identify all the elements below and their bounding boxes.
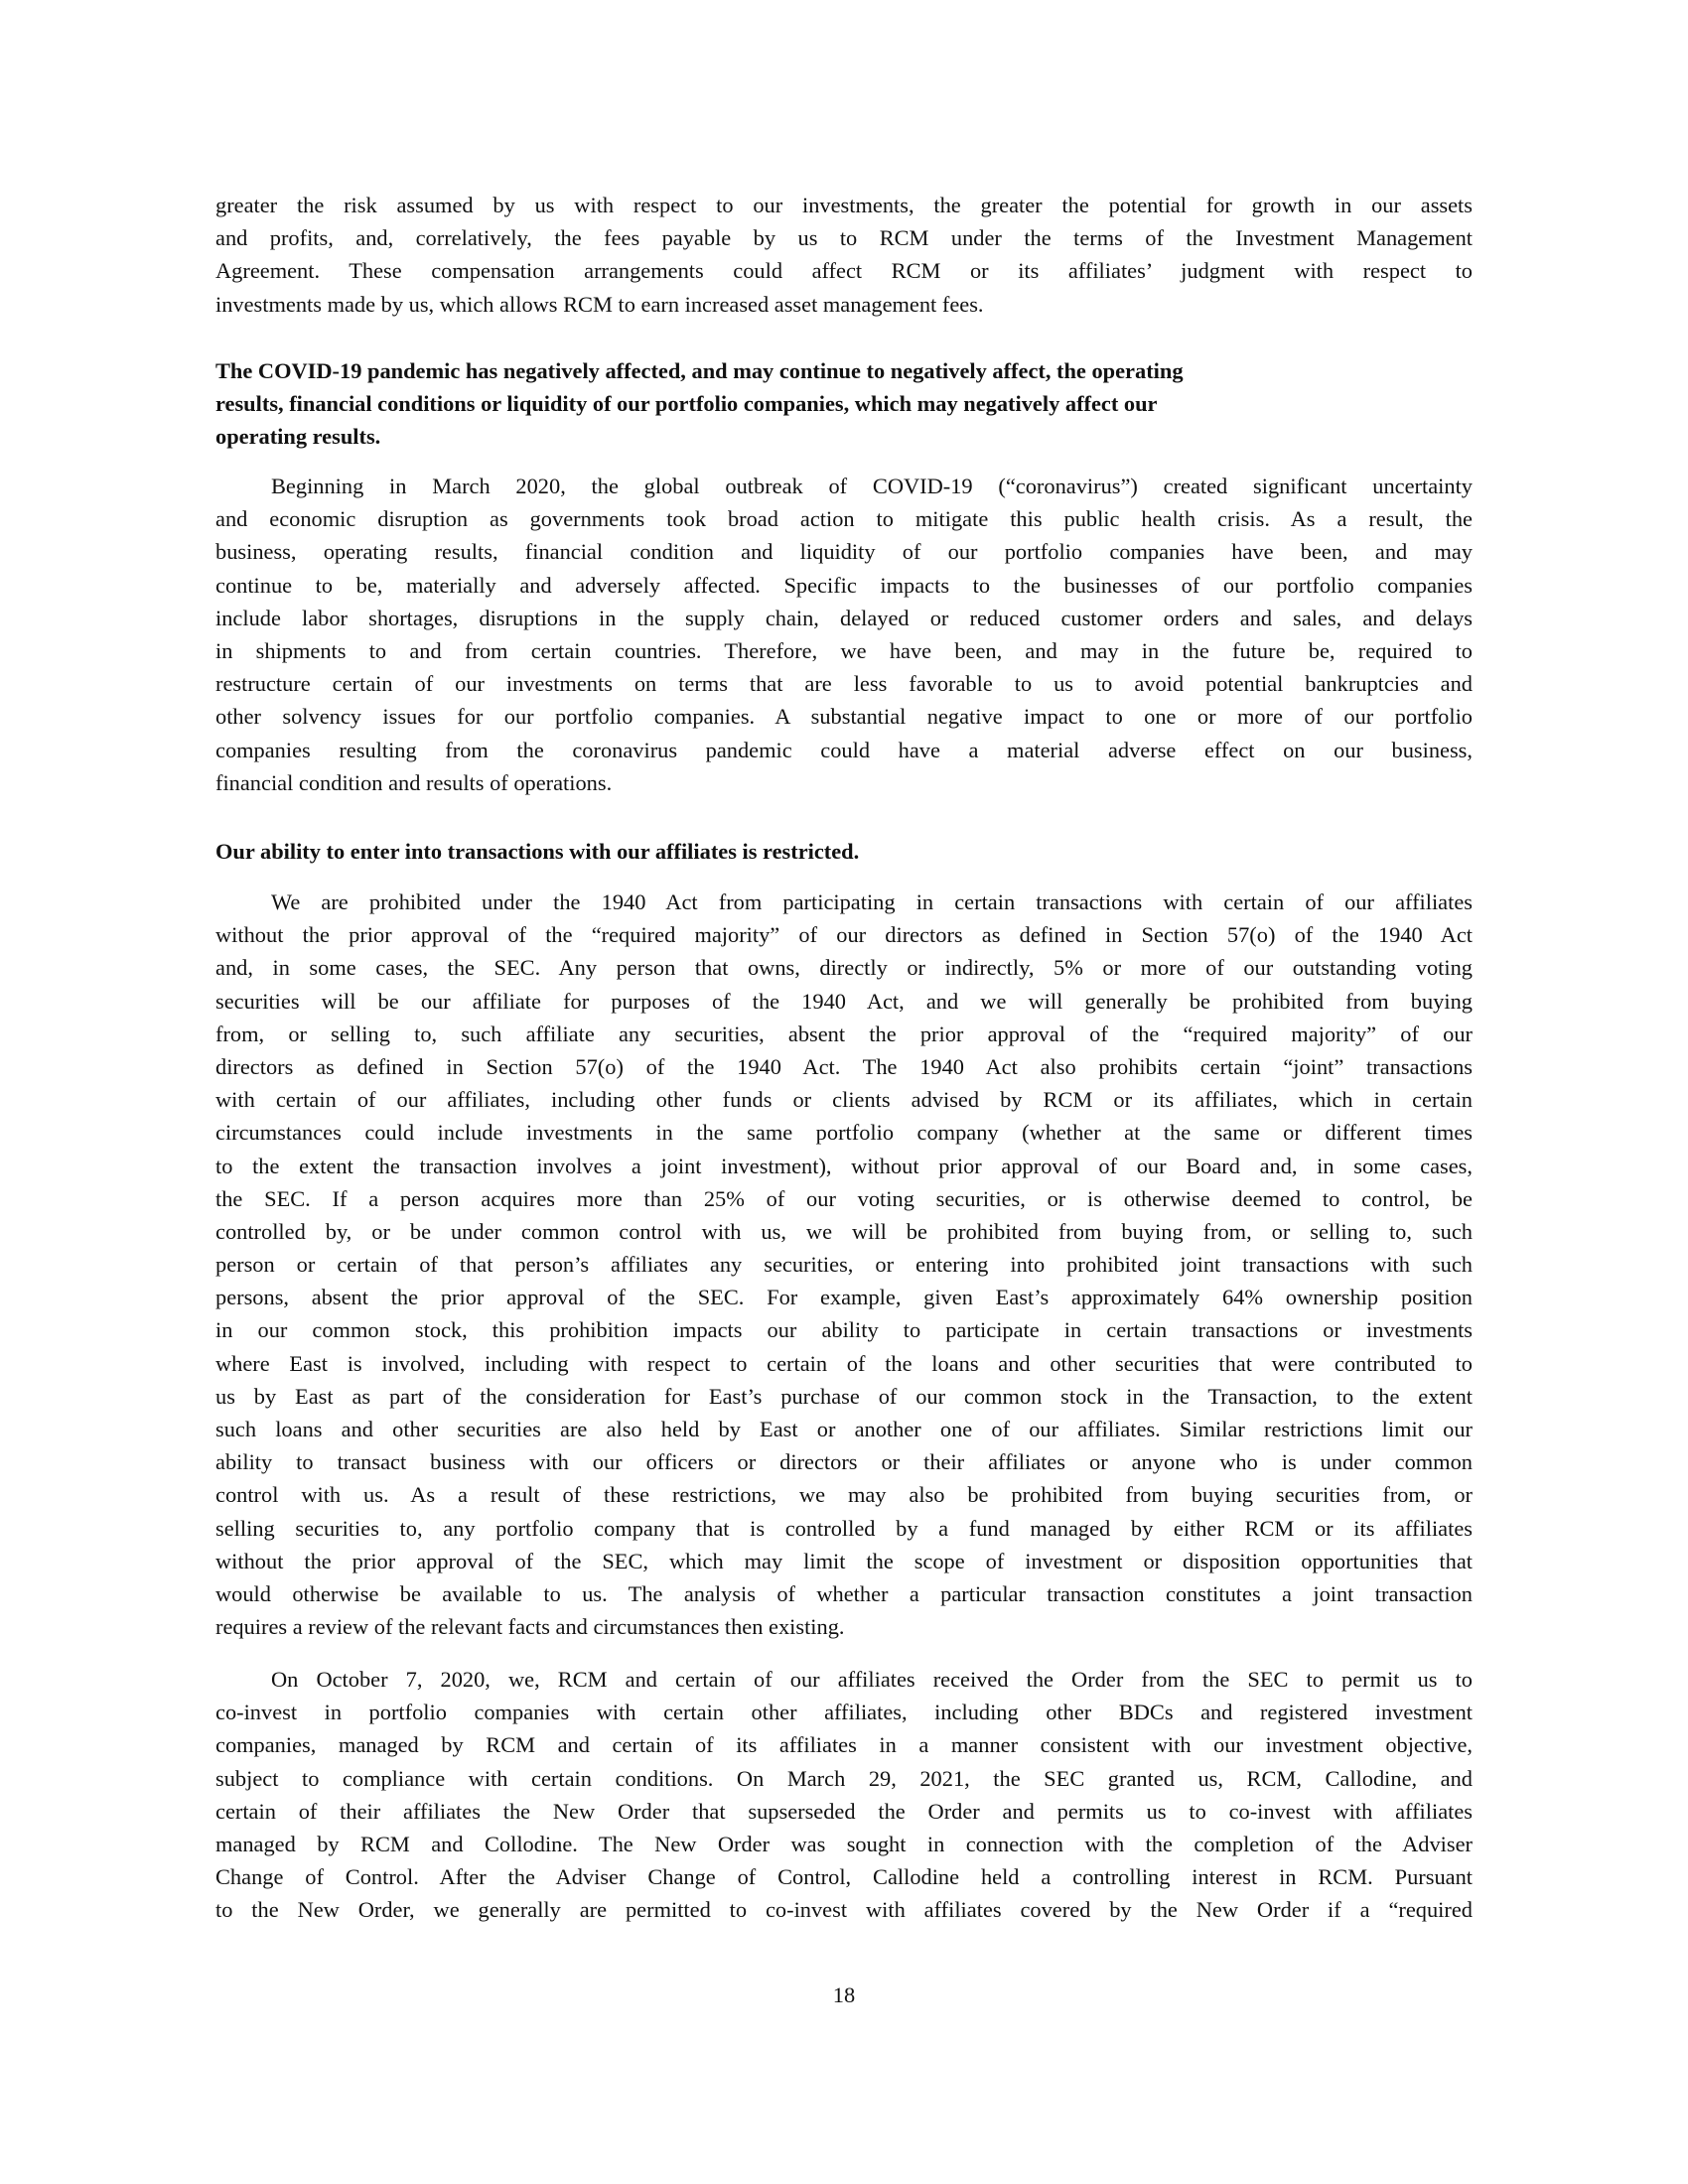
text-line: circumstances could include investments in the same portfolio company (whether at the same or different times	[215, 1120, 1473, 1146]
text-line: would otherwise be available to us. The analysis of whether a particular transaction constitutes a joint transaction	[215, 1580, 1473, 1606]
paragraph-compensation-continuation	[215, 189, 1473, 321]
heading-line: Our ability to enter into transactions with our affiliates is restricted.	[215, 839, 860, 864]
text-line: managed by RCM and Collodine. The New Order was sought in connection with the completion of the Adviser	[215, 1831, 1473, 1856]
text-line: without the prior approval of the “required majority” of our directors as defined in Section 57(o) of the 1940 Act	[215, 922, 1473, 948]
heading-line: operating results.	[215, 424, 381, 450]
text-line: co-invest in portfolio companies with certain other affiliates, including other BDCs and registered investment	[215, 1700, 1473, 1725]
text-line: Beginning in March 2020, the global outbreak of COVID-19 (“coronavirus”) created significant uncertainty	[271, 474, 1473, 498]
paragraph-covid-impact	[215, 470, 1473, 799]
paragraph-co-investment-order	[215, 1663, 1473, 1927]
text-line: and economic disruption as governments took broad action to mitigate this public health crisis. As a result, the	[215, 506, 1473, 532]
text-line: in our common stock, this prohibition impacts our ability to participate in certain transactions or investments	[215, 1317, 1473, 1343]
text-line: investments made by us, which allows RCM to earn increased asset management fees.	[215, 291, 984, 317]
text-line: securities will be our affiliate for purposes of the 1940 Act, and we will generally be prohibited from buying	[215, 988, 1473, 1014]
text-line: On October 7, 2020, we, RCM and certain of our affiliates received the Order from the SEC to permit us to	[271, 1667, 1473, 1692]
text-line: selling securities to, any portfolio company that is controlled by a fund managed by either RCM or its affiliates	[215, 1515, 1473, 1541]
text-line: certain of their affiliates the New Order that supserseded the Order and permits us to co-invest with affiliates	[215, 1798, 1473, 1824]
text-line: with certain of our affiliates, including other funds or clients advised by RCM or its affiliates, which in certain	[215, 1087, 1473, 1113]
text-line: us by East as part of the consideration for East’s purchase of our common stock in the Transaction, to the extent	[215, 1383, 1473, 1409]
text-line: the SEC. If a person acquires more than 25% of our voting securities, or is otherwise deemed to control, be	[215, 1185, 1473, 1211]
text-line: business, operating results, financial condition and liquidity of our portfolio companies have been, and may	[215, 539, 1473, 565]
text-line: in shipments to and from certain countries. Therefore, we have been, and may in the future be, required to	[215, 637, 1473, 663]
text-line: control with us. As a result of these restrictions, we may also be prohibited from buying securities from, or	[215, 1482, 1473, 1508]
text-line: such loans and other securities are also held by East or another one of our affiliates. Similar restrictions limit our	[215, 1417, 1473, 1441]
text-line: to the New Order, we generally are permitted to co-invest with affiliates covered by the New Order if a “required	[215, 1897, 1473, 1923]
text-line: ability to transact business with our officers or directors or their affiliates or anyone who is under common	[215, 1449, 1473, 1475]
text-line: greater the risk assumed by us with respect to our investments, the greater the potential for growth in our assets	[215, 193, 1473, 217]
text-line: other solvency issues for our portfolio companies. A substantial negative impact to one or more of our portfolio	[215, 704, 1473, 730]
text-line: where East is involved, including with respect to certain of the loans and other securities that were contributed to	[215, 1350, 1473, 1376]
text-line: requires a review of the relevant facts and circumstances then existing.	[215, 1614, 845, 1640]
paragraph-affiliate-restrictions	[215, 886, 1473, 1643]
text-line: without the prior approval of the SEC, which may limit the scope of investment or disposition opportunities that	[215, 1548, 1473, 1573]
text-line: controlled by, or be under common control with us, we will be prohibited from buying from, or selling to, such	[215, 1218, 1473, 1244]
heading-line: results, financial conditions or liquidity of our portfolio companies, which may negatively affect our	[215, 391, 1158, 417]
heading-affiliate-transactions	[215, 835, 1473, 868]
text-line: subject to compliance with certain conditions. On March 29, 2021, the SEC granted us, RCM, Callodine, and	[215, 1765, 1473, 1791]
text-line: restructure certain of our investments on terms that are less favorable to us to avoid potential bankruptcies and	[215, 671, 1473, 697]
text-line: We are prohibited under the 1940 Act from participating in certain transactions with certain of our affiliates	[271, 889, 1473, 914]
text-line: and profits, and, correlatively, the fees payable by us to RCM under the terms of the Investment Management	[215, 225, 1473, 251]
text-line: person or certain of that person’s affiliates any securities, or entering into prohibited joint transactions with such	[215, 1252, 1473, 1278]
text-line: companies, managed by RCM and certain of its affiliates in a manner consistent with our investment objective,	[215, 1732, 1473, 1758]
text-line: continue to be, materially and adversely affected. Specific impacts to the businesses of our portfolio companies	[215, 572, 1473, 598]
heading-line: The COVID-19 pandemic has negatively affected, and may continue to negatively affect, the operating	[215, 358, 1184, 383]
text-line: from, or selling to, such affiliate any securities, absent the prior approval of the “required majority” of our	[215, 1021, 1473, 1046]
text-line: and, in some cases, the SEC. Any person that owns, directly or indirectly, 5% or more of our outstanding voting	[215, 955, 1473, 981]
heading-covid-risk	[215, 354, 1473, 454]
text-line: to the extent the transaction involves a joint investment), without prior approval of our Board and, in some cases,	[215, 1153, 1473, 1178]
text-line: Change of Control. After the Adviser Change of Control, Callodine held a controlling interest in RCM. Pursuant	[215, 1864, 1473, 1890]
text-line: include labor shortages, disruptions in the supply chain, delayed or reduced customer orders and sales, and delays	[215, 605, 1473, 630]
page-number: 18	[832, 1982, 856, 2007]
text-line: financial condition and results of operations.	[215, 769, 613, 795]
text-line: directors as defined in Section 57(o) of the 1940 Act. The 1940 Act also prohibits certain “joint” transactions	[215, 1053, 1473, 1079]
text-line: persons, absent the prior approval of the SEC. For example, given East’s approximately 64% ownership position	[215, 1285, 1473, 1310]
text-line: companies resulting from the coronavirus pandemic could have a material adverse effect on our business,	[215, 737, 1473, 762]
text-line: Agreement. These compensation arrangements could affect RCM or its affiliates’ judgment with respect to	[215, 258, 1473, 284]
